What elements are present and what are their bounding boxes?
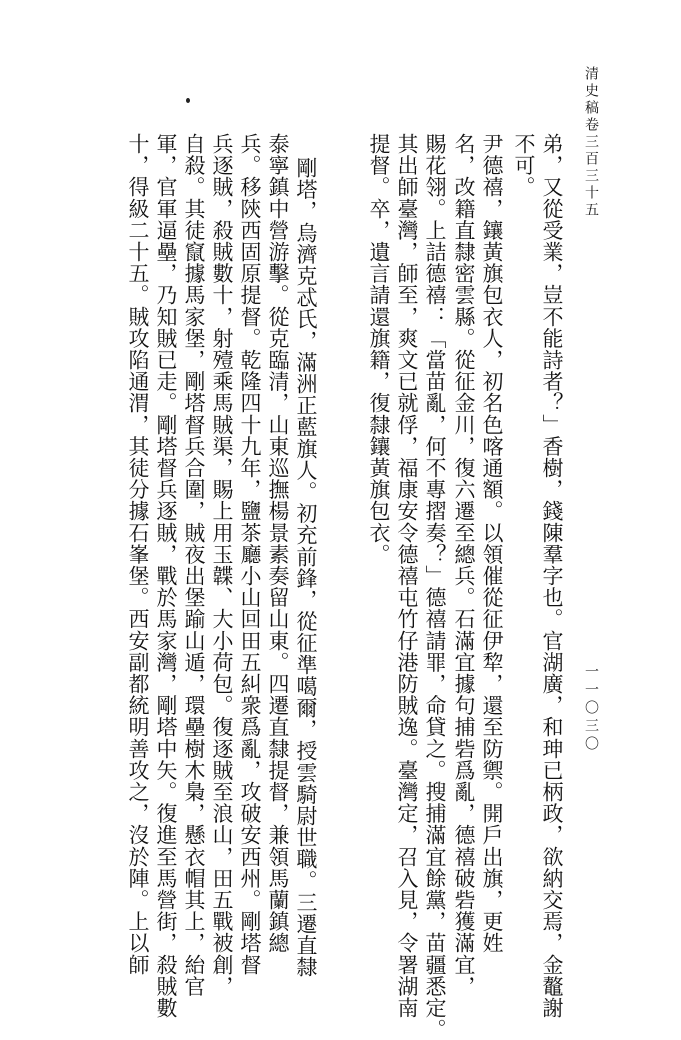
- text-column: 兵逐賊，殺賊數十，射殪乘馬賊渠，賜上用玉韘、大小荷包。復逐賊至浪山，田五戰被創，: [210, 133, 234, 997]
- text-column: 剛塔，烏濟克忒氏，滿洲正藍旗人。初充前鋒，從征準噶爾，授雲騎尉世職。三遷直隸: [294, 157, 318, 978]
- text-column: 自殺。其徒竄據馬家堡，剛塔督兵合圍，賊夜出堡踰山遁，環壘樹木梟，懸衣帽其上，紿官: [182, 133, 206, 997]
- page-number: 一一〇三〇: [583, 664, 599, 754]
- text-column: 賜花翎。上詰德禧：「當苗亂，何不專摺奏？」德禧請罪，命貸之。搜捕滿宜餘黨，苗疆悉定。: [423, 133, 447, 1040]
- text-column: 不可。: [512, 133, 536, 198]
- text-column: 軍，官軍逼壘，乃知賊已走。剛塔督兵逐賊，戰於馬家灣，剛塔中矢。復進至馬營街，殺賊數: [154, 133, 178, 1019]
- text-column: 名，改籍直隸密雲縣。從征金川，復六遷至總兵。石滿宜據句捕砦爲亂，德禧破砦獲滿宜，: [452, 133, 476, 997]
- text-column: 尹德禧，鑲黃旗包衣人，初名色喀通額。以領催從征伊犂，還至防禦。開戶出旗，更姓: [480, 133, 504, 954]
- text-column: 十，得級二十五。賊攻陷通渭，其徒分據石峯堡。西安副都統明善攻之，沒於陣。上以師: [126, 133, 150, 976]
- text-column: 兵。移陝西固原提督。乾隆四十九年，鹽茶廳小山回田五糾衆爲亂，攻破安西州。剛塔督: [238, 133, 262, 976]
- running-header-title: 清史稿卷三百三十五: [583, 66, 599, 219]
- text-column: 提督。卒，遺言請還旗籍，復隸鑲黃旗包衣。: [367, 133, 391, 565]
- text-column: 弟，又從受業，豈不能詩者？」香樹，錢陳羣字也。官湖廣，和珅已柄政，欲納交焉，金鼇謝: [540, 133, 564, 1019]
- text-column: 其出師臺灣，師至，爽文已就俘，福康安令德禧屯竹仔港防賊逸。臺灣定，召入見，令署湖南: [395, 133, 419, 1019]
- text-column: 泰寧鎮中營游擊。從克臨清，山東巡撫楊景素奏留山東。四遷直隸提督，兼領馬蘭鎮總: [266, 133, 290, 954]
- ink-speck: [186, 98, 190, 103]
